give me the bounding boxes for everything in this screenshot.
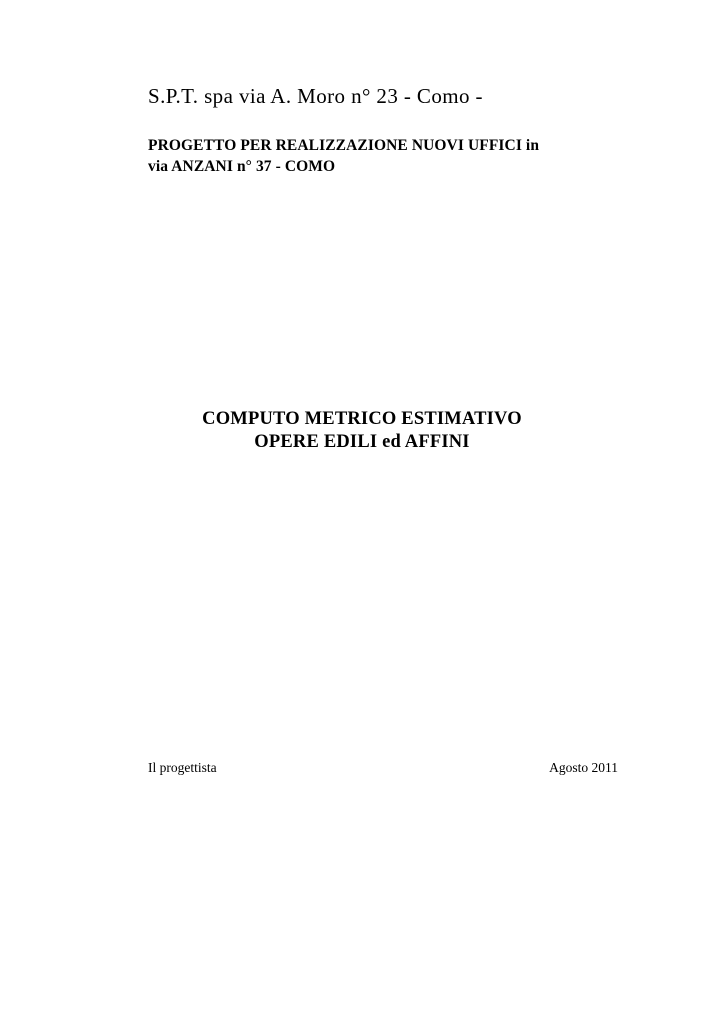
company-header-line: S.P.T. spa via A. Moro n° 23 - Como - [148, 84, 483, 108]
designer-label: Il progettista [148, 760, 217, 775]
document-date: Agosto 2011 [549, 760, 618, 775]
document-title [0, 408, 724, 454]
page-footer [148, 760, 618, 776]
document-title-line-2: OPERE EDILI ed AFFINI [254, 432, 470, 453]
document-title-line-1: COMPUTO METRICO ESTIMATIVO [202, 409, 522, 429]
project-heading-line-1: PROGETTO PER REALIZZAZIONE NUOVI UFFICI in [148, 137, 540, 154]
project-heading [148, 136, 610, 177]
project-heading-line-2: via ANZANI n° 37 - COMO [148, 157, 336, 175]
